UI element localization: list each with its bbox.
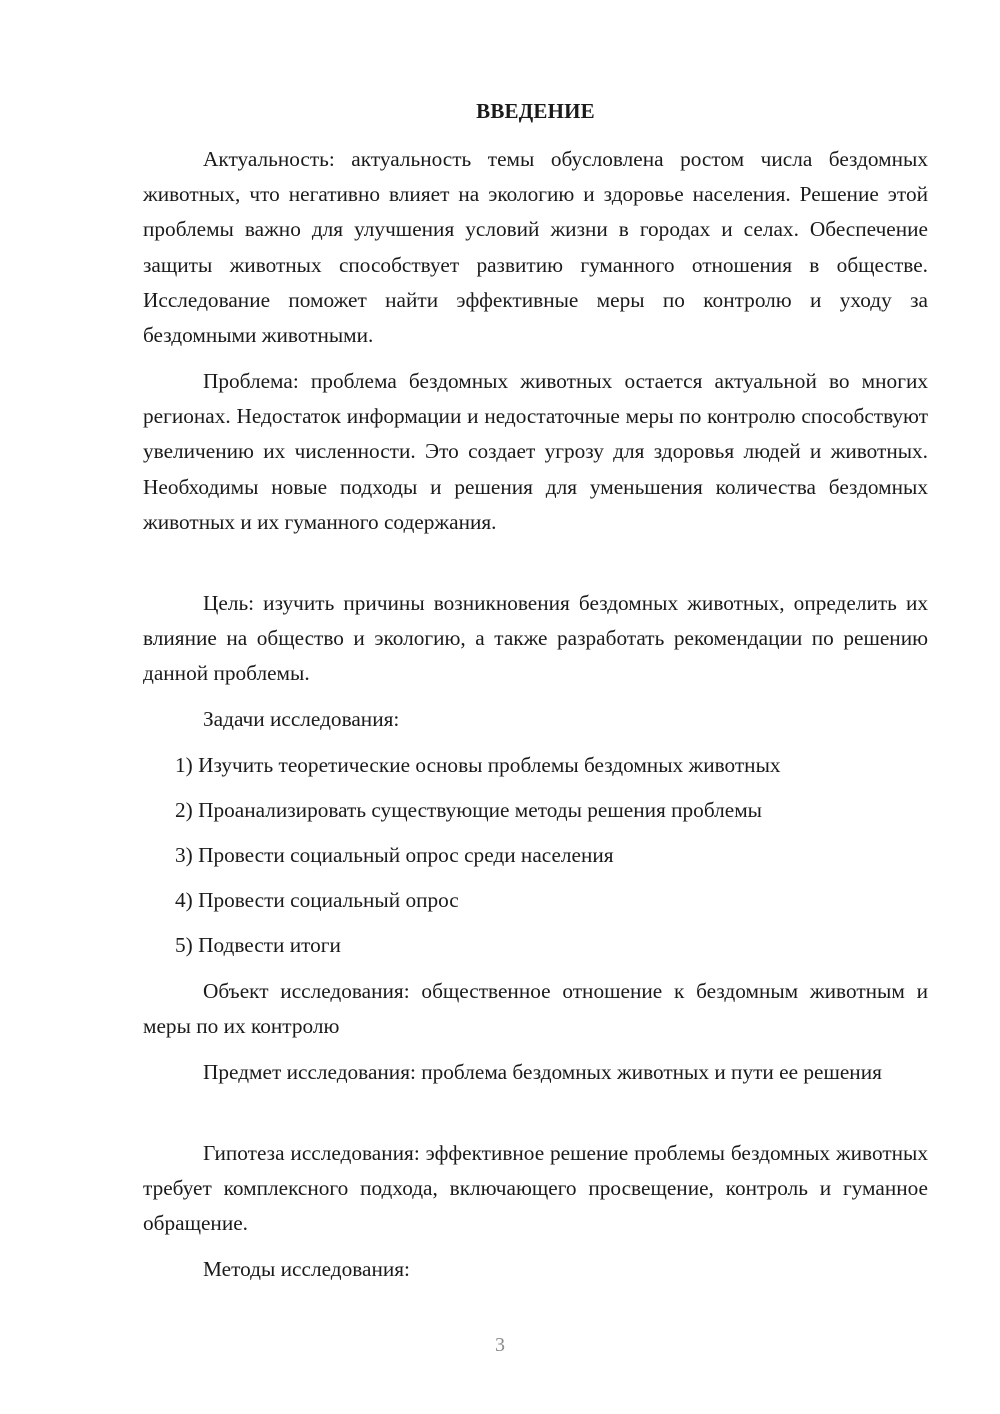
task-list-item: 4) Провести социальный опрос	[175, 888, 459, 912]
task-list-item: 3) Провести социальный опрос среди населения	[175, 843, 614, 867]
tasks-heading: Задачи исследования:	[203, 707, 400, 731]
methods-heading: Методы исследования:	[203, 1257, 410, 1281]
paragraph-relevance: Актуальность: актуальность темы обусловлена ростом числа бездомных животных, что негативно влияет на экологию и здоровье населения. Решение этой проблемы важно для улучшения условий жизни в городах и селах. Обеспечение защиты животных способствует развитию гуманного отношения в обществе. Исследование поможет найти эффективные меры по контролю и уходу за бездомными животными.	[143, 147, 928, 348]
task-list-item: 2) Проанализировать существующие методы решения проблемы	[175, 798, 762, 822]
task-list-item: 1) Изучить теоретические основы проблемы бездомных животных	[175, 753, 781, 777]
page-number: 3	[495, 1334, 505, 1356]
paragraph-goal: Цель: изучить причины возникновения бездомных животных, определить их влияние на общество и экологию, а также разработать рекомендации по решению данной проблемы.	[143, 591, 928, 686]
paragraph-hypothesis: Гипотеза исследования: эффективное решение проблемы бездомных животных требует комплексного подхода, включающего просвещение, контроль и гуманное обращение.	[143, 1141, 928, 1236]
task-list-item: 5) Подвести итоги	[175, 933, 341, 957]
paragraph-subject: Предмет исследования: проблема бездомных животных и пути ее решения	[203, 1060, 882, 1084]
paragraph-problem: Проблема: проблема бездомных животных остается актуальной во многих регионах. Недостаток информации и недостаточные меры по контролю способствуют увеличению их численности. Это создает угрозу для здоровья людей и животных. Необходимы новые подходы и решения для уменьшения количества бездомных животных и их гуманного содержания.	[143, 369, 928, 534]
paragraph-object: Объект исследования: общественное отношение к бездомным животным и меры по их контролю	[143, 979, 928, 1039]
section-title: ВВЕДЕНИЕ	[476, 99, 595, 123]
